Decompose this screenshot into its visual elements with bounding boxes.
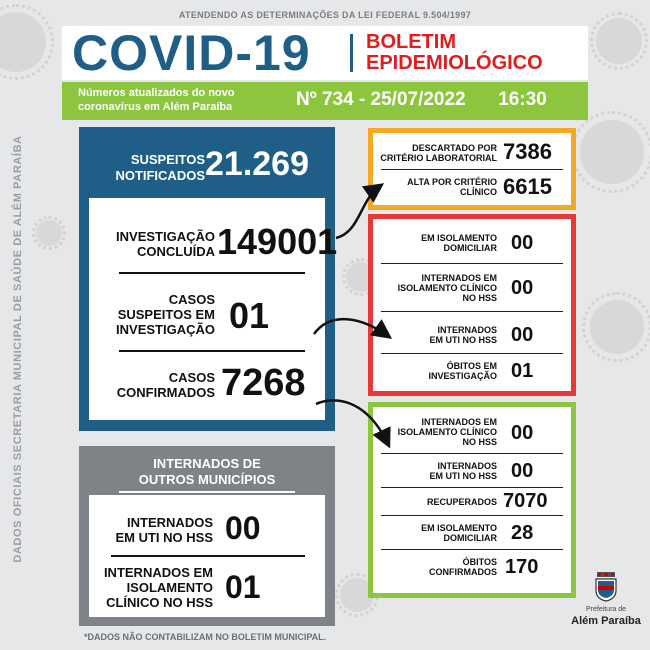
label-line: CLÍNICO NO HSS (106, 595, 213, 610)
row-divider (381, 263, 563, 264)
other-cities-title (79, 456, 335, 493)
other-cities-panel (79, 446, 335, 626)
other-isolation-value: 01 (225, 569, 261, 605)
subtitle-line: Números atualizados do novo (78, 87, 235, 99)
edition-number-date: Nº 734 - 25/07/2022 (296, 89, 466, 110)
label-line: INVESTIGAÇÃO (116, 322, 215, 337)
label-line: INTERNADOS (127, 515, 213, 530)
virus-decoration (0, 12, 46, 72)
virus-decoration (596, 18, 642, 64)
row-divider (381, 169, 563, 170)
other-isolation-label (97, 565, 213, 610)
label-line: CONCLUÍDA (137, 244, 215, 259)
label-line: EM ISOLAMENTO (421, 233, 497, 243)
row-divider (111, 555, 305, 557)
label-line: CRITÉRIO LABORATORIAL (380, 153, 497, 163)
label-line: ISOLAMENTO (126, 580, 213, 595)
virus-decoration (580, 120, 644, 184)
city-hall-logo (566, 572, 646, 644)
label-line: CASOS (168, 292, 215, 307)
label-line: SUSPEITOS EM (117, 307, 215, 322)
title-underline (119, 491, 295, 493)
deaths-investigation-label (377, 361, 497, 381)
bulletin-title-line: BOLETIM (366, 31, 456, 53)
label-line: INTERNADOS EM (421, 417, 497, 427)
row-divider (119, 272, 305, 274)
discarded-value: 7386 (503, 139, 552, 164)
label-line: EM UTI NO HSS (115, 530, 213, 545)
uti-label (377, 461, 497, 481)
clinical-isolation-value: 00 (511, 277, 534, 299)
uti-value: 00 (511, 460, 534, 482)
bulletin-title (366, 32, 543, 74)
label-line: CONFIRMADOS (116, 385, 215, 400)
suspects-breakdown (89, 198, 338, 420)
home-isolation-value: 28 (511, 522, 534, 544)
label-line: INTERNADOS (437, 325, 497, 335)
label-line: NO HSS (462, 293, 497, 303)
discarded-label (377, 143, 497, 163)
label-line: INVESTIGAÇÃO (116, 229, 215, 244)
confirmed-value: 7268 (221, 362, 306, 404)
label-line: NO HSS (462, 437, 497, 447)
label-line: ISOLAMENTO CLÍNICO (397, 283, 497, 293)
label-line: INTERNADOS (437, 461, 497, 471)
row-divider (381, 453, 563, 454)
label-line: INVESTIGAÇÃO (428, 371, 497, 381)
row-divider (381, 311, 563, 312)
bulletin-title-line: EPIDEMIOLÓGICO (366, 52, 543, 74)
home-isolation-label (377, 233, 497, 253)
edition-time: 16:30 (498, 89, 547, 110)
logo-city-name: Além Paraíba (571, 615, 641, 627)
confirmed-label (97, 370, 215, 400)
coat-of-arms-icon (593, 572, 619, 602)
row-divider (381, 353, 563, 354)
clinical-isolation-label (377, 273, 497, 303)
row-divider (381, 515, 563, 516)
deaths-confirmed-label (377, 557, 497, 577)
label-line: DOMICILIAR (443, 243, 497, 253)
virus-decoration (36, 220, 62, 246)
edition-info (296, 88, 547, 112)
discarded-panel (368, 128, 576, 210)
investigation-value: 149001 (217, 221, 338, 262)
clinical-discharge-value: 6615 (503, 174, 552, 199)
recovered-value: 7070 (503, 490, 548, 512)
label-line: CLÍNICO (460, 187, 497, 197)
label-line: INTERNADOS EM (103, 565, 213, 580)
page-title: COVID-19 (72, 25, 311, 81)
deaths-confirmed-value: 170 (505, 556, 539, 578)
label-line: INTERNADOS EM (421, 273, 497, 283)
label-line: CASOS (168, 370, 215, 385)
label-line: CONFIRMADOS (429, 567, 497, 577)
suspect-cases-label (97, 292, 215, 337)
subtitle (78, 86, 234, 114)
label-line: ÓBITOS (462, 557, 497, 567)
title-line: OUTROS MUNICÍPIOS (138, 472, 276, 487)
deaths-investigation-value: 01 (511, 360, 534, 382)
subtitle-line: coronavírus em Além Paraíba (78, 101, 233, 113)
label-line: EM UTI NO HSS (429, 335, 497, 345)
home-isolation-label (377, 523, 497, 543)
label-line: ÓBITOS EM (446, 361, 497, 371)
clinical-discharge-label (377, 177, 497, 197)
investigation-label (97, 229, 215, 259)
other-cities-breakdown (89, 495, 325, 617)
other-uti-label (97, 515, 213, 545)
virus-decoration (590, 300, 644, 354)
row-divider (119, 350, 305, 352)
info-bar (62, 82, 588, 120)
row-divider (381, 487, 563, 488)
logo-caption: Prefeitura de (585, 606, 627, 613)
recovered-label: RECUPERADOS (426, 497, 497, 507)
active-cases-panel (368, 214, 576, 396)
uti-value: 00 (511, 324, 534, 346)
title-divider (350, 34, 353, 72)
clinical-isolation-label (377, 417, 497, 447)
suspects-value: 21.269 (205, 145, 309, 183)
other-uti-value: 00 (225, 510, 261, 546)
label-line: ISOLAMENTO CLÍNICO (397, 427, 497, 437)
confirmed-breakdown-panel (368, 402, 576, 598)
suspects-label (97, 152, 205, 184)
clinical-isolation-value: 00 (511, 422, 534, 444)
label-line: DOMICILIAR (443, 533, 497, 543)
legal-notice: ATENDENDO AS DETERMINAÇÕES DA LEI FEDERAL 9.504/1997 (178, 10, 472, 20)
home-isolation-value: 00 (511, 232, 534, 254)
title-card (62, 26, 588, 80)
side-credit (12, 124, 32, 574)
suspects-panel (79, 127, 338, 431)
label-line: EM UTI NO HSS (429, 471, 497, 481)
uti-label (377, 325, 497, 345)
suspects-label-line: NOTIFICADOS (115, 168, 205, 183)
label-line: DESCARTADO POR (412, 143, 497, 153)
side-credit-text: DADOS OFICIAIS SECRETARIA MUNICIPAL DE SAÚDE DE ALÉM PARAÍBA (12, 135, 24, 563)
suspect-cases-value: 01 (229, 295, 270, 336)
label-line: EM ISOLAMENTO (421, 523, 497, 533)
row-divider (381, 549, 563, 550)
suspects-label-line: SUSPEITOS (130, 152, 205, 167)
label-line: ALTA POR CRITÉRIO (407, 177, 497, 187)
title-line: INTERNADOS DE (153, 456, 261, 471)
footnote: *DADOS NÃO CONTABILIZAM NO BOLETIM MUNICIPAL. (84, 632, 327, 642)
